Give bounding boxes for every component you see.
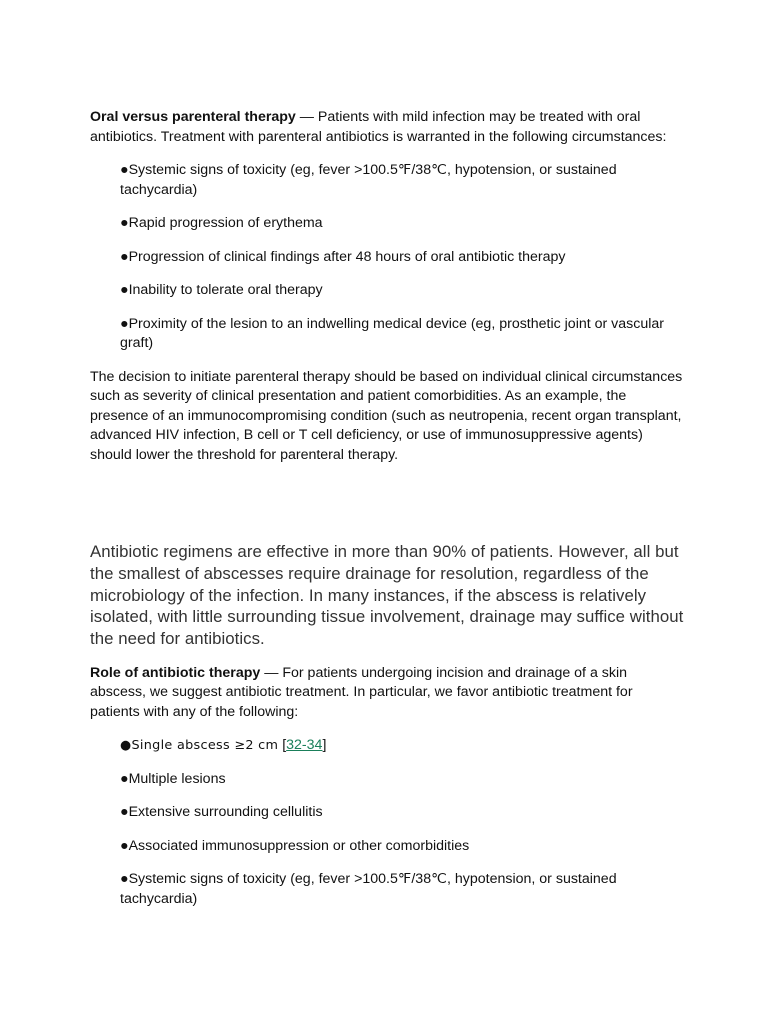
section1-bullet-2: ●Rapid progression of erythema <box>120 215 323 231</box>
section1-bullet-3: ●Progression of clinical findings after 48 hours of oral antibiotic therapy <box>120 248 566 265</box>
section1-bullet-4: ●Inability to tolerate oral therapy <box>120 282 323 298</box>
section2-bullet-5: ●Systemic signs of toxicity (eg, fever >100.5℉/38℃, hypotension, or sustained tachycardia) <box>120 871 617 907</box>
reference-bracket-open: [ <box>278 737 287 754</box>
section1-heading: Oral versus parenteral therapy <box>90 109 296 125</box>
section1-bullet-5: ●Proximity of the lesion to an indwelling medical device (eg, prosthetic joint or vascular graft) <box>120 315 665 351</box>
section2-intro: — For patients undergoing incision and drainage of a skin abscess, we suggest antibiotic treatment. In particular, we favor antibiotic treatment for patients with any of the following: <box>90 664 633 720</box>
section2-bullet-2: ●Multiple lesions <box>120 770 226 787</box>
section2-bullet-4: ●Associated immunosuppression or other comorbidities <box>120 837 470 854</box>
section2-intro-paragraph <box>90 664 685 723</box>
section2-bullet-1 <box>90 736 685 756</box>
section1-intro: — Patients with mild infection may be treated with oral antibiotics. Treatment with parenteral antibiotics is warranted in the following circumstances: <box>90 109 667 145</box>
highlight-paragraph: Antibiotic regimens are effective in more than 90% of patients. However, all but the smallest of abscesses require drainage for resolution, regardless of the microbiology of the infection. In many instances, if the abscess is relatively isolated, with little surrounding tissue involvement, drainage may suffice without the need for antibiotics. <box>90 542 684 649</box>
section1-closing-paragraph: The decision to initiate parenteral therapy should be based on individual clinical circumstances such as severity of clinical presentation and patient comorbidities. As an example, the presence of an immunocompromising condition (such as neutropenia, recent organ transplant, advanced HIV infection, B cell or T cell deficiency, or use of immunosuppressive agents) should lower the threshold for parenteral therapy. <box>90 368 683 463</box>
section2-bullet-1-text: ●Single abscess ≥2 cm <box>120 738 279 754</box>
section1-bullet-1: ●Systemic signs of toxicity (eg, fever >100.5℉/38℃, hypotension, or sustained tachycardia) <box>120 162 617 198</box>
document-page <box>90 108 685 909</box>
section2-bullet-3: ●Extensive surrounding cellulitis <box>120 804 323 821</box>
section2-heading: Role of antibiotic therapy <box>90 664 261 681</box>
section1-intro-paragraph <box>90 108 685 147</box>
reference-bracket-close: ] <box>322 737 327 754</box>
reference-link[interactable]: 32-34 <box>286 737 323 754</box>
